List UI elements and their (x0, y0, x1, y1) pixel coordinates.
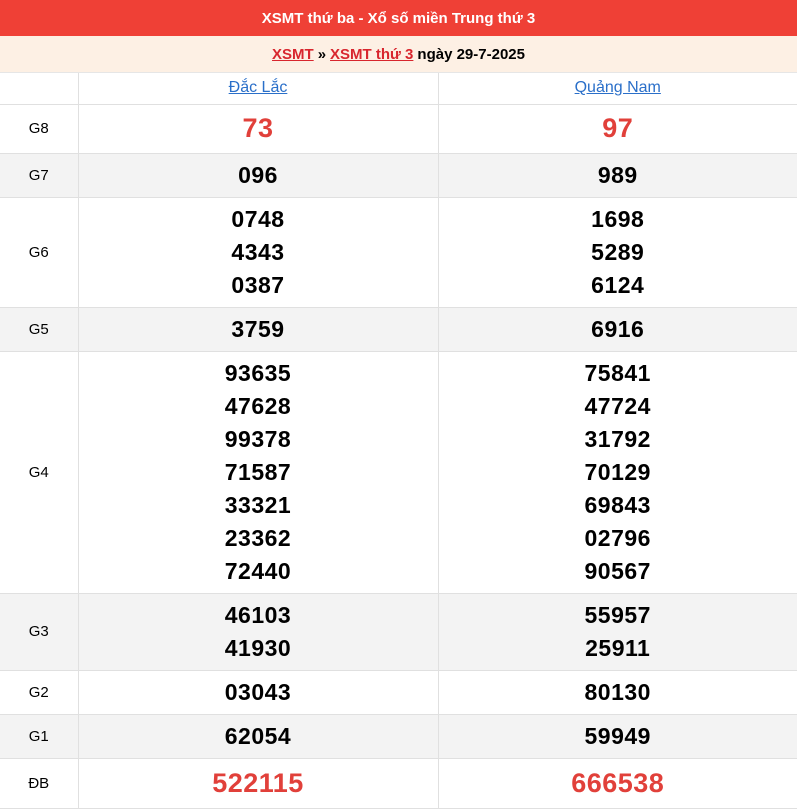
prize-label: G2 (0, 670, 78, 714)
prize-number: 69843 (584, 491, 651, 518)
draw-date: ngày 29-7-2025 (417, 45, 525, 63)
prize-row-special (0, 758, 797, 808)
prize-label: G1 (0, 714, 78, 758)
prize-number: 55957 (584, 601, 651, 628)
prize-cell-province-2 (438, 714, 797, 758)
province-header-1 (78, 73, 438, 104)
prize-number: 47724 (584, 392, 651, 419)
prize-cell-province-2 (438, 104, 797, 153)
special-prize-number: 666538 (571, 767, 665, 798)
prize-cell-province-2 (438, 197, 797, 307)
prize-number: 989 (597, 161, 638, 188)
special-prize-number: 522115 (212, 767, 304, 798)
prize-cell-province-1 (78, 593, 438, 670)
prize-label: G6 (0, 197, 78, 307)
province-link-quang-nam[interactable]: Quảng Nam (574, 79, 661, 97)
prize-number: 31792 (584, 425, 651, 452)
province-link-dac-lac[interactable]: Đắc Lắc (228, 79, 288, 97)
prize-cell-province-1 (78, 758, 438, 808)
prize-cell-province-2 (438, 758, 797, 808)
prize-cell-province-1 (78, 351, 438, 593)
prize-cell-province-2 (438, 307, 797, 351)
prize-number: 97 (602, 113, 634, 143)
prize-cell-province-1 (78, 104, 438, 153)
prize-number: 90567 (584, 557, 651, 584)
prize-row-g7 (0, 153, 797, 197)
prize-number: 6916 (591, 315, 645, 342)
prize-number: 3759 (231, 315, 285, 342)
prize-row-g5 (0, 307, 797, 351)
prize-cell-province-2 (438, 351, 797, 593)
province-header-row (0, 73, 797, 104)
prize-row-g6 (0, 197, 797, 307)
prize-row-g4 (0, 351, 797, 593)
breadcrumb-separator: » (317, 45, 327, 63)
prize-label: ĐB (0, 758, 78, 808)
prize-cell-province-2 (438, 153, 797, 197)
prize-number: 72440 (224, 557, 292, 584)
page-title: XSMT thứ ba - Xổ số miền Trung thứ 3 (0, 0, 797, 36)
breadcrumb (0, 36, 797, 73)
prize-label: G4 (0, 351, 78, 593)
prize-number: 70129 (584, 458, 651, 485)
prize-number: 03043 (224, 678, 292, 705)
prize-label: G7 (0, 153, 78, 197)
prize-number: 75841 (584, 359, 651, 386)
prize-number: 73 (242, 113, 274, 143)
prize-number: 33321 (224, 491, 292, 518)
prize-number: 1698 (591, 205, 645, 232)
prize-cell-province-1 (78, 197, 438, 307)
prize-number: 4343 (231, 238, 285, 265)
prize-number: 93635 (224, 359, 292, 386)
prize-label: G3 (0, 593, 78, 670)
prize-number: 41930 (224, 634, 292, 661)
prize-number: 62054 (224, 722, 292, 749)
prize-number: 80130 (584, 678, 651, 705)
prize-number: 99378 (224, 425, 292, 452)
prize-number: 02796 (584, 524, 651, 551)
prize-number: 59949 (584, 722, 651, 749)
prize-number: 47628 (224, 392, 292, 419)
prize-row-g3 (0, 593, 797, 670)
prize-label: G8 (0, 104, 78, 153)
prize-cell-province-2 (438, 670, 797, 714)
breadcrumb-link-xsmt-thu-3[interactable]: XSMT thứ 3 (330, 45, 414, 63)
prize-row-g1 (0, 714, 797, 758)
prize-number: 0748 (231, 205, 285, 232)
province-header-2 (438, 73, 797, 104)
prize-number: 096 (238, 161, 278, 188)
prize-number: 25911 (585, 634, 651, 661)
breadcrumb-link-xsmt[interactable]: XSMT (272, 45, 314, 63)
prize-cell-province-1 (78, 153, 438, 197)
results-table (0, 73, 797, 809)
prize-label: G5 (0, 307, 78, 351)
header-empty-cell (0, 73, 78, 104)
prize-cell-province-1 (78, 714, 438, 758)
prize-cell-province-1 (78, 670, 438, 714)
prize-number: 5289 (591, 238, 645, 265)
prize-cell-province-1 (78, 307, 438, 351)
prize-number: 23362 (224, 524, 292, 551)
prize-cell-province-2 (438, 593, 797, 670)
prize-number: 71587 (224, 458, 292, 485)
prize-number: 6124 (591, 271, 645, 298)
prize-row-g2 (0, 670, 797, 714)
prize-number: 0387 (231, 271, 285, 298)
prize-number: 46103 (224, 601, 292, 628)
prize-row-g8 (0, 104, 797, 153)
